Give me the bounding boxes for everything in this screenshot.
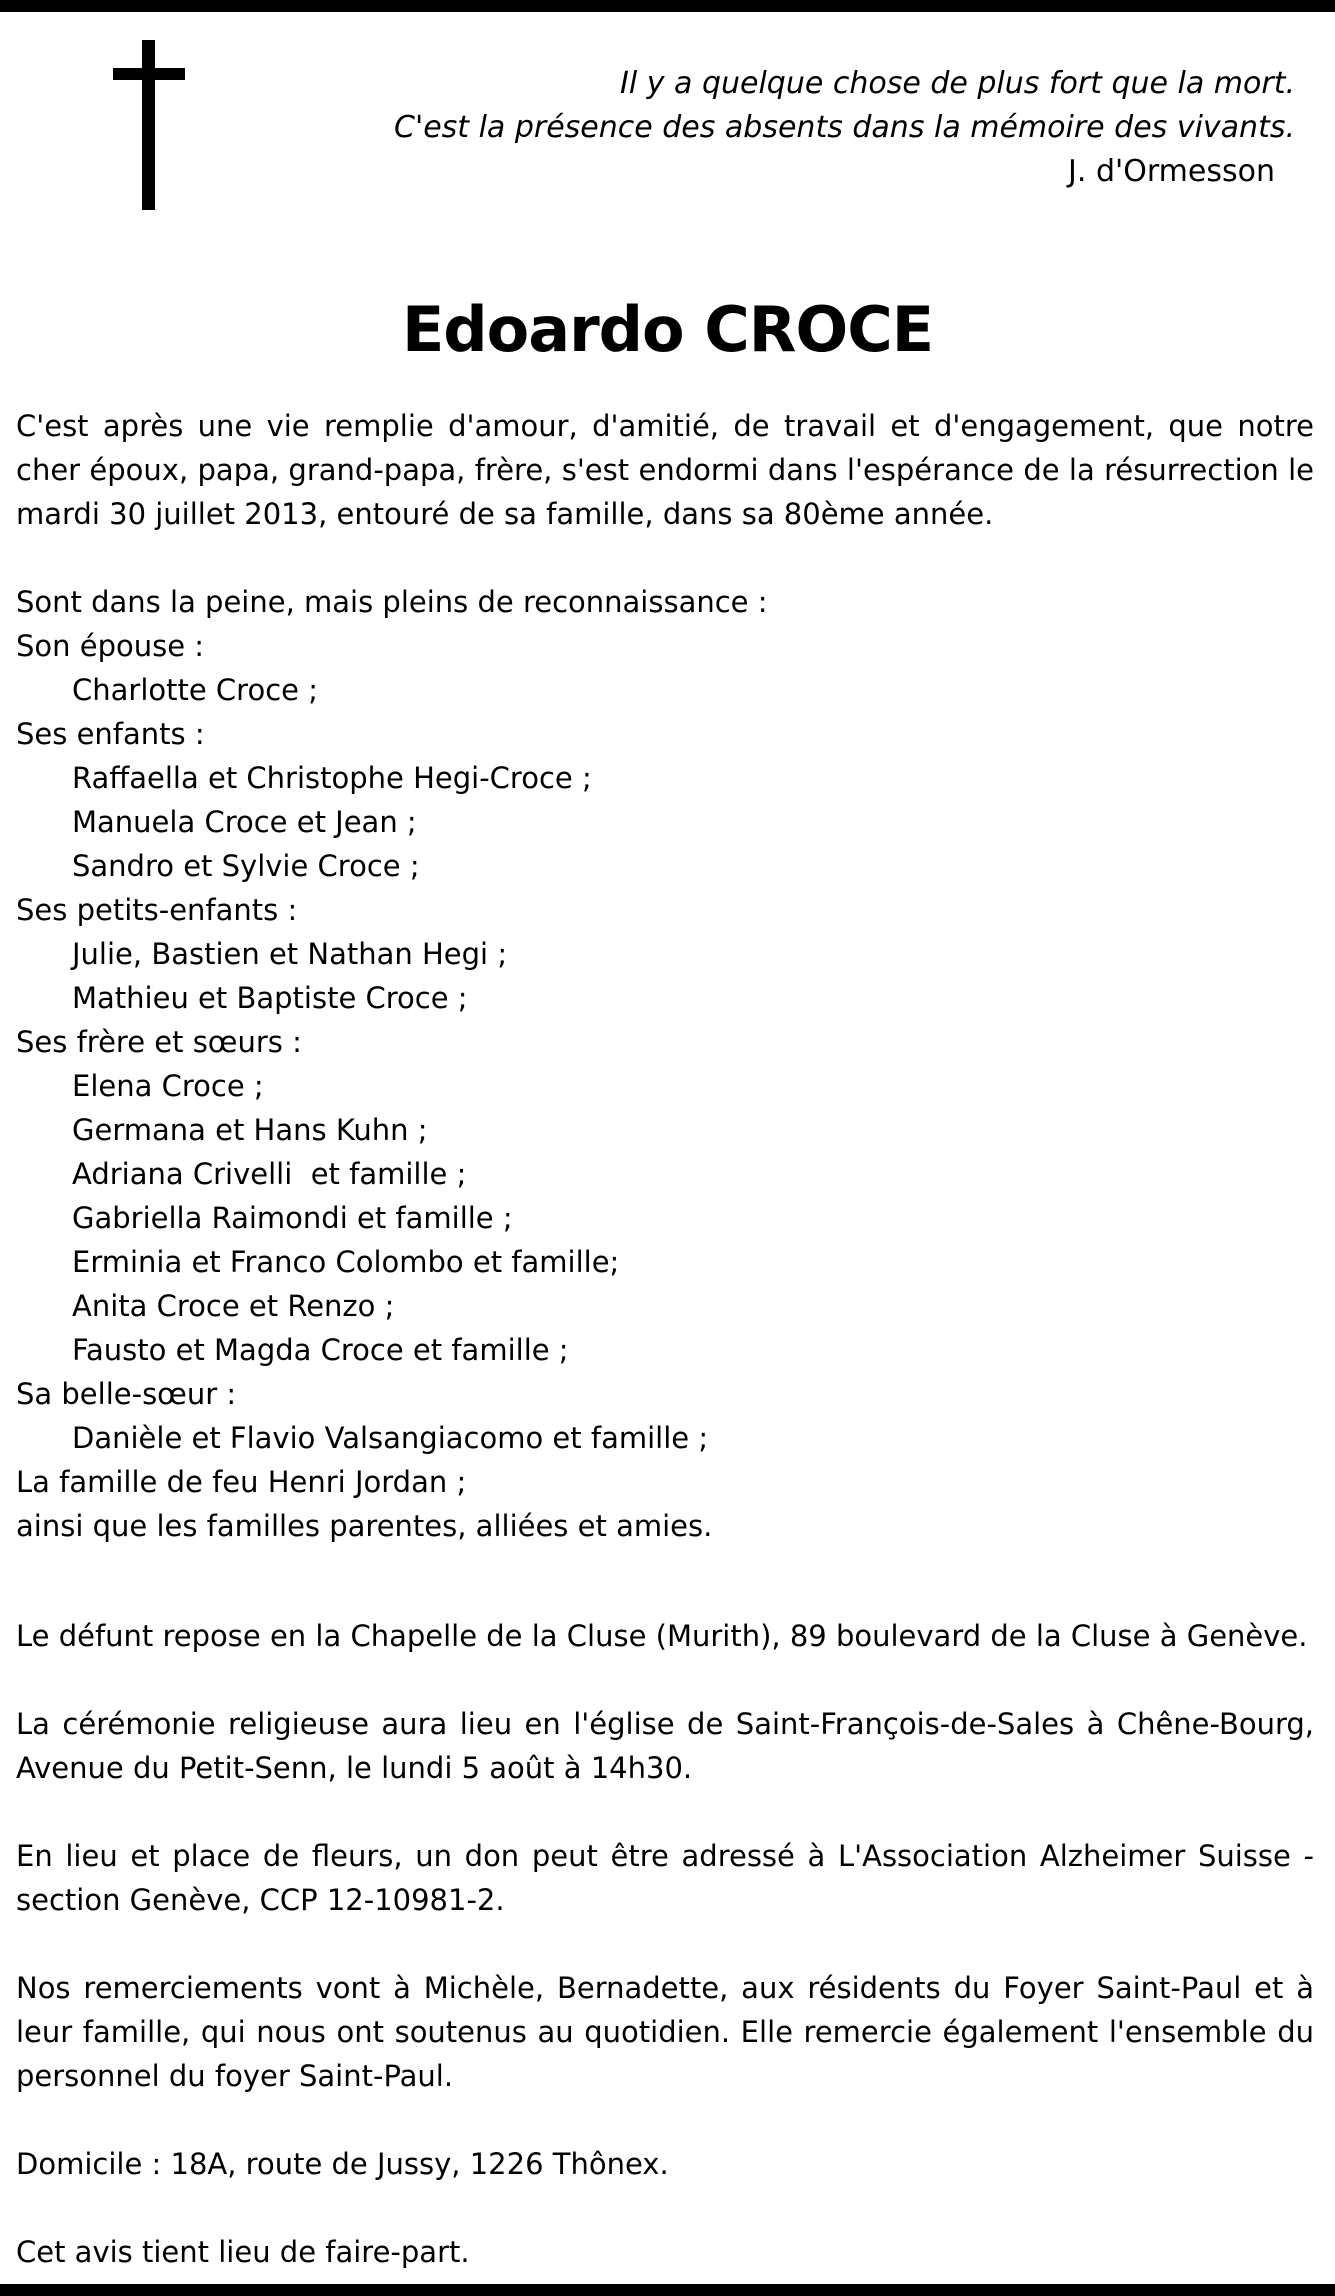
deceased-name: Edoardo CROCE [401,293,934,366]
quote-line-1: Il y a quelque chose de plus fort que la mort. [620,66,1295,101]
spacer [16,2186,1314,2230]
sibling-name: Adriana Crivelli et famille ; [72,1157,467,1191]
spacer [16,1922,1314,1966]
child-name: Manuela Croce et Jean ; [72,805,417,839]
quote-author: J. d'Ormesson [1068,154,1275,189]
child-name: Raffaella et Christophe Hegi-Croce ; [72,761,592,795]
spacer [16,2098,1314,2142]
spouse-label: Son épouse : [16,629,205,663]
obituary-body [16,404,1314,2274]
cross-vertical-bar [142,40,155,210]
spacer [16,536,1314,580]
ceremony-paragraph: La cérémonie religieuse aura lieu en l'église de Saint-François-de-Sales à Chêne-Bourg, Avenue du Petit-Senn, le lundi 5 août à 14h30. [16,1707,1314,1785]
domicile-line: Domicile : 18A, route de Jussy, 1226 Thônex. [16,2147,669,2181]
sister-in-law-name: Danièle et Flavio Valsangiacomo et famille ; [72,1421,709,1455]
children-label: Ses enfants : [16,717,205,751]
sibling-name: Elena Croce ; [72,1069,264,1103]
sibling-name: Fausto et Magda Croce et famille ; [72,1333,569,1367]
epigraph-quote [295,62,1295,194]
sister-in-law-label: Sa belle-sœur : [16,1377,237,1411]
child-name: Sandro et Sylvie Croce ; [72,849,420,883]
chapel-paragraph: Le défunt repose en la Chapelle de la Cluse (Murith), 89 boulevard de la Cluse à Genève. [16,1619,1308,1653]
sibling-name: Anita Croce et Renzo ; [72,1289,395,1323]
quote-line-2: C'est la présence des absents dans la mémoire des vivants. [394,110,1295,145]
notice-line: Cet avis tient lieu de faire-part. [16,2235,470,2269]
grandchild-name: Julie, Bastien et Nathan Hegi ; [72,937,508,971]
spouse-name: Charlotte Croce ; [72,673,318,707]
sibling-name: Erminia et Franco Colombo et famille; [72,1245,620,1279]
cross-horizontal-bar [113,68,185,80]
thanks-paragraph: Nos remerciements vont à Michèle, Bernadette, aux résidents du Foyer Saint-Paul et à leur famille, qui nous ont soutenus au quotidien. Elle remercie également l'ensemble du personnel du foyer Saint-Paul. [16,1971,1314,2093]
sibling-name: Germana et Hans Kuhn ; [72,1113,428,1147]
jordan-family: La famille de feu Henri Jordan ; [16,1465,467,1499]
donation-paragraph: En lieu et place de fleurs, un don peut être adressé à L'Association Alzheimer Suisse - section Genève, CCP 12-10981-2. [16,1839,1314,1917]
other-families: ainsi que les familles parentes, alliées et amies. [16,1509,713,1543]
top-border [0,0,1335,12]
grandchild-name: Mathieu et Baptiste Croce ; [72,981,468,1015]
siblings-label: Ses frère et sœurs : [16,1025,302,1059]
spacer [16,1548,1314,1614]
grandchildren-label: Ses petits-enfants : [16,893,298,927]
family-header: Sont dans la peine, mais pleins de reconnaissance : [16,585,768,619]
bottom-border [0,2284,1335,2296]
spacer [16,1790,1314,1834]
intro-paragraph: C'est après une vie remplie d'amour, d'amitié, de travail et d'engagement, que notre cher époux, papa, grand-papa, frère, s'est endormi dans l'espérance de la résurrection le mardi 30 juillet 2013, entouré de sa famille, dans sa 80ème année. [16,409,1314,531]
sibling-name: Gabriella Raimondi et famille ; [72,1201,513,1235]
spacer [16,1658,1314,1702]
